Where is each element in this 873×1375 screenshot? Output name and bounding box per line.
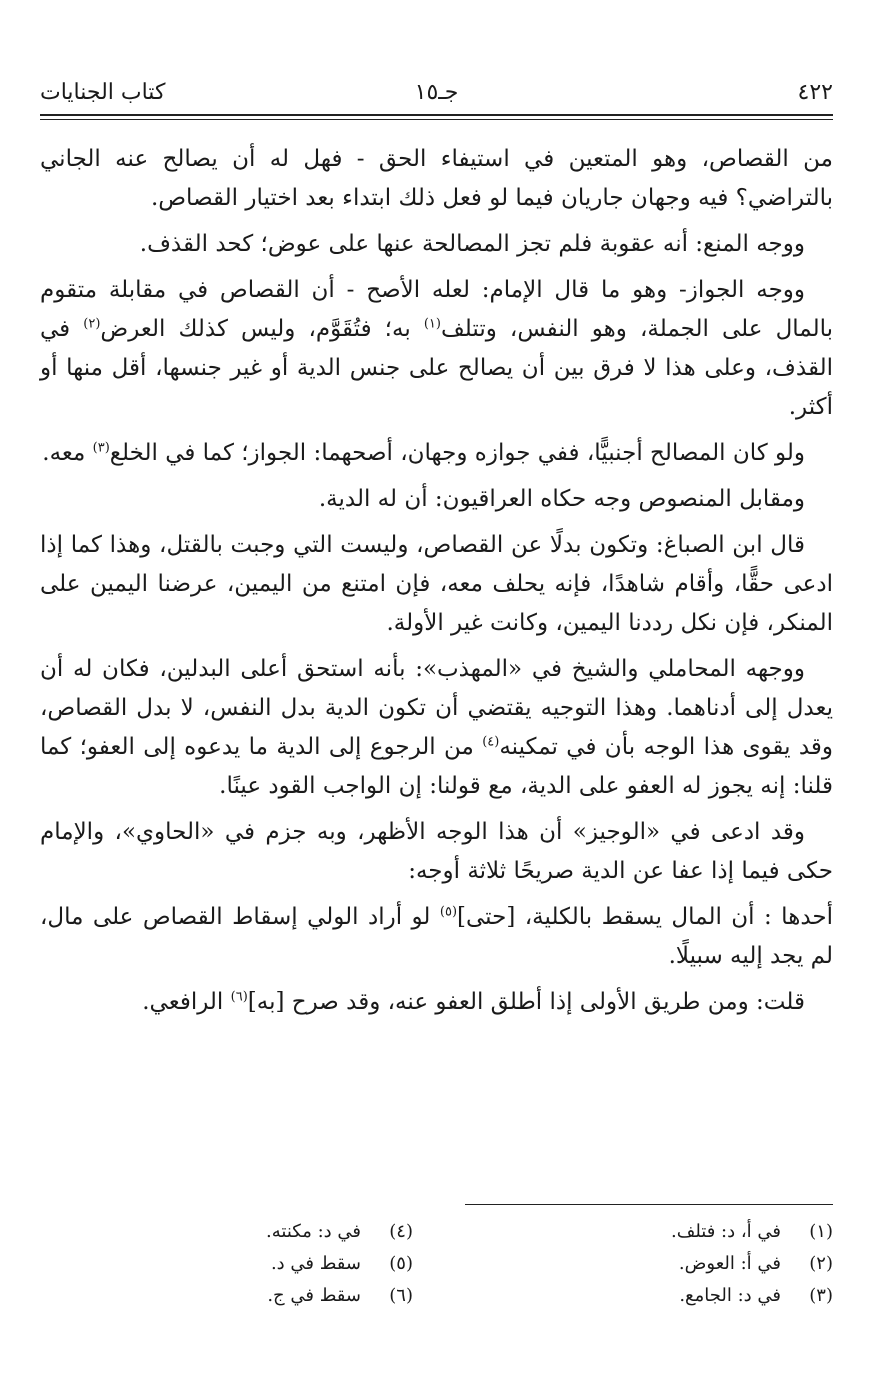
footnote-ref-1[interactable]: (١) <box>423 316 441 332</box>
paragraph-text: ولو كان المصالح أجنبيًّا، ففي جوازه وجهان، أصحهما: الجواز؛ كما في الخلع <box>109 440 805 466</box>
paragraph-10 <box>40 983 833 1022</box>
page-number: ٤٢٢ <box>797 80 833 105</box>
book-title: كتاب الجنايات <box>40 80 166 105</box>
paragraph-9 <box>40 898 833 976</box>
paragraph-text: أحدها : أن المال يسقط بالكلية، [حتى] <box>457 904 834 930</box>
paragraph-text: في القذف، وعلى هذا لا فرق بين أن يصالح على جنس الدية أو غير جنسها، أقل منها أو أكثر. <box>40 316 833 420</box>
footnote-text: سقط في ج. <box>267 1285 361 1306</box>
footnote-number: (٥) <box>389 1253 413 1274</box>
paragraph-7 <box>40 650 833 806</box>
footnote-text: سقط في د. <box>270 1253 361 1274</box>
paragraph-text: ووجهه المحاملي والشيخ في «المهذب»: بأنه استحق أعلى البدلين، فكان له أن يعدل إلى أدناهما. وهذا التوجيه يقتضي أن تكون الدية بدل النفس، لا بدل القصاص، وقد يقوى هذا الوجه بأن في تمكينه <box>40 656 833 760</box>
footnote-number: (٦) <box>389 1285 413 1306</box>
page-header <box>40 76 833 112</box>
footnote-text: في د: الجامع. <box>679 1285 781 1306</box>
header-rule-thin <box>40 119 833 120</box>
footnotes-column-left <box>153 1216 413 1312</box>
main-text <box>40 140 833 1029</box>
footnote-number: (٤) <box>389 1221 413 1242</box>
header-rule-thick <box>40 114 833 116</box>
footnote-number: (١) <box>809 1221 833 1242</box>
footnote-number: (٢) <box>809 1253 833 1274</box>
paragraph-text: لو أراد الولي إسقاط القصاص على مال، لم يجد إليه سبيلًا. <box>40 904 833 969</box>
footnote-item <box>153 1280 413 1312</box>
paragraph-4 <box>40 434 833 473</box>
footnote-ref-2[interactable]: (٢) <box>83 316 101 332</box>
paragraph-5: ومقابل المنصوص وجه حكاه العراقيون: أن له الدية. <box>318 486 805 512</box>
paragraph-text: من الرجوع إلى الدية ما يدعوه إلى العفو؛ كما قلنا: إنه يجوز له العفو على الدية، مع قولنا: إن الواجب القود عينًا. <box>40 734 833 799</box>
paragraph-3 <box>40 271 833 427</box>
footnote-item <box>453 1248 833 1280</box>
footnote-separator <box>465 1204 833 1205</box>
paragraph-2: ووجه المنع: أنه عقوبة فلم تجز المصالحة عنها على عوض؛ كحد القذف. <box>139 231 805 257</box>
footnote-ref-3[interactable]: (٣) <box>92 440 110 456</box>
footnote-text: في أ، د: فتلف. <box>670 1221 781 1242</box>
footnote-text: في أ: العوض. <box>678 1253 781 1274</box>
footnote-item <box>453 1216 833 1248</box>
footnote-ref-5[interactable]: (٥) <box>439 904 458 920</box>
footnote-item <box>453 1280 833 1312</box>
footnotes-column-right <box>453 1216 833 1312</box>
paragraph-text: ووجه الجواز- وهو ما قال الإمام: لعله الأصح - أن القصاص في مقابلة متقوم بالمال على الجملة، وهو النفس، وتتلف <box>40 277 833 342</box>
footnote-number: (٣) <box>809 1285 833 1306</box>
paragraph-8: وقد ادعى في «الوجيز» أن هذا الوجه الأظهر، وبه جزم في «الحاوي»، والإمام حكى فيما إذا عفا عن الدية صريحًا ثلاثة أوجه: <box>40 819 833 884</box>
footnote-item <box>153 1248 413 1280</box>
footnote-item <box>153 1216 413 1248</box>
paragraph-6: قال ابن الصباغ: وتكون بدلًا عن القصاص، وليست التي وجبت بالقتل، وهذا كما إذا ادعى حقًّا، وأقام شاهدًا، فإنه يحلف معه، فإن امتنع من اليمين، عرضنا اليمين على المنكر، فإن نكل رددنا اليمين، وكانت غير الأولة. <box>40 532 833 636</box>
paragraph-text: به؛ فتُقَوَّم، وليس كذلك العرض <box>100 316 424 342</box>
footnote-ref-6[interactable]: (٦) <box>230 989 248 1005</box>
paragraph-text: الرافعي. <box>142 989 231 1015</box>
paragraph-text: قلت: ومن طريق الأولى إذا أطلق العفو عنه، وقد صرح [به] <box>247 989 805 1015</box>
volume-label: جـ١٥ <box>414 80 459 105</box>
footnote-ref-4[interactable]: (٤) <box>482 734 500 750</box>
paragraph-1: من القصاص، وهو المتعين في استيفاء الحق - فهل له أن يصالح عنه الجاني بالتراضي؟ فيه وجهان جاريان فيما لو فعل ذلك ابتداء بعد اختيار القصاص. <box>40 146 833 211</box>
footnote-text: في د: مكنته. <box>266 1221 361 1242</box>
paragraph-text: معه. <box>42 440 93 466</box>
